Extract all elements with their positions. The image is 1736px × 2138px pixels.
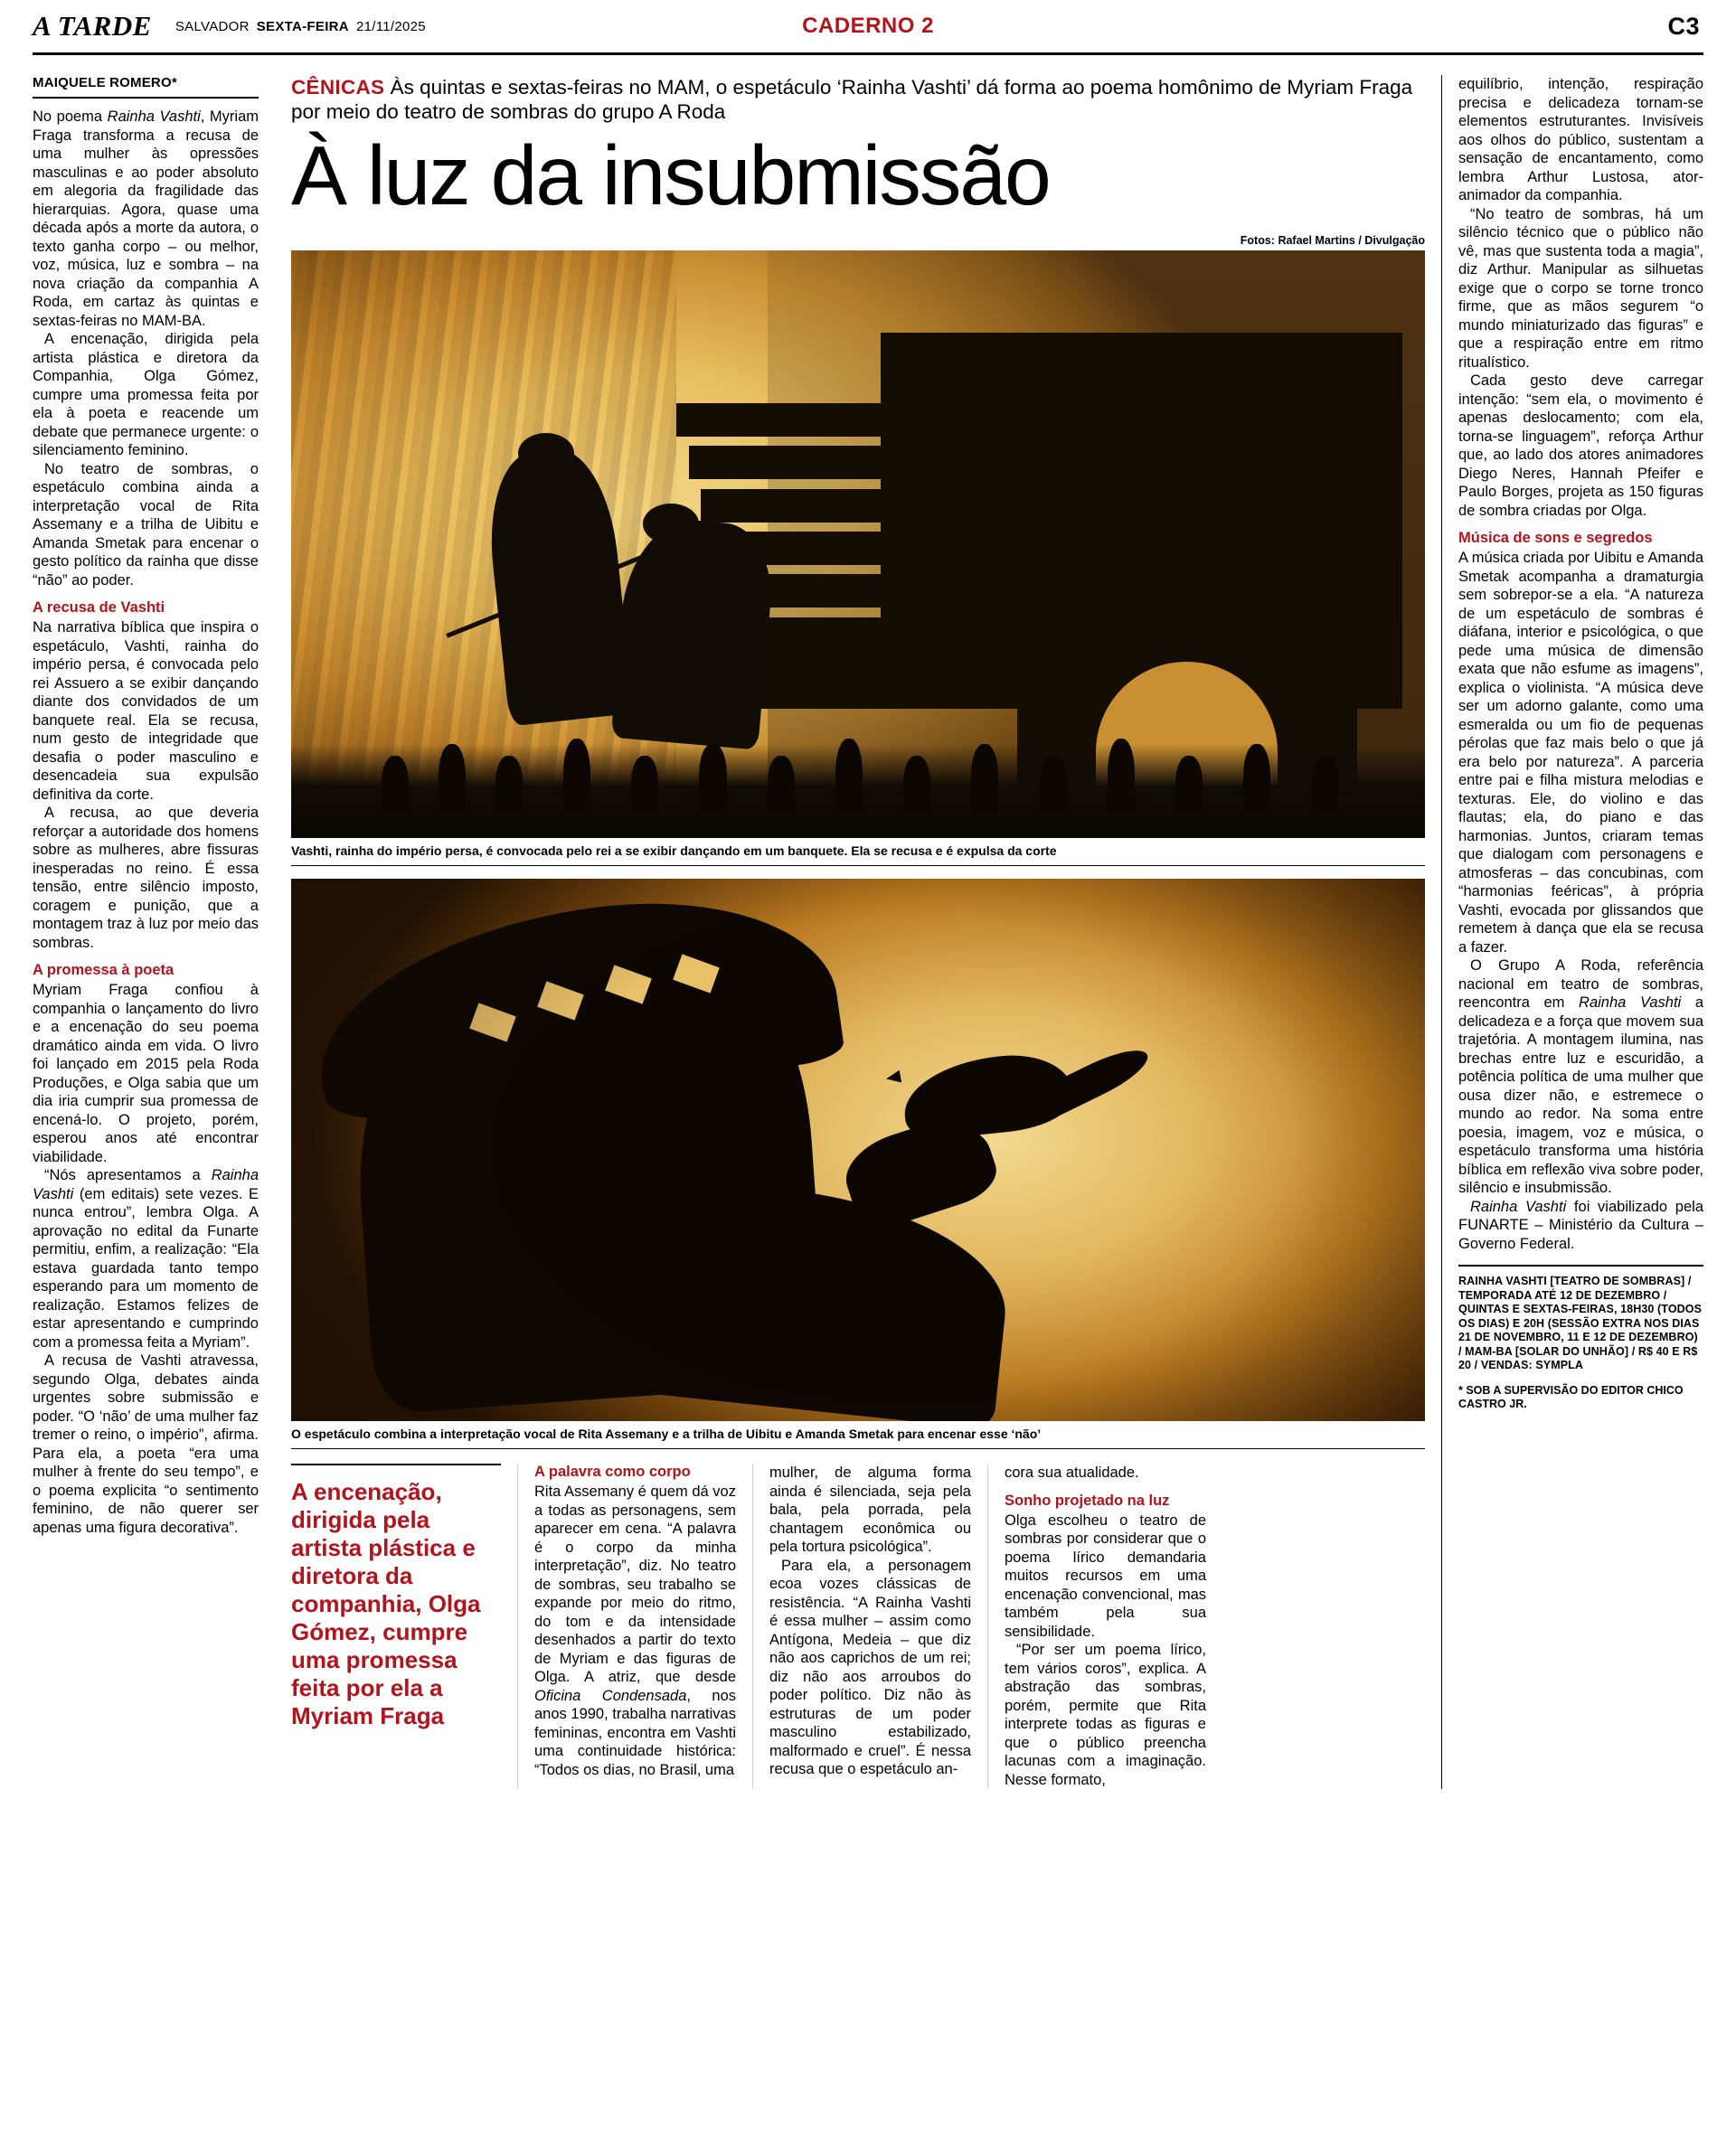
section-heading: A recusa de Vashti [33, 599, 165, 616]
section-heading: A palavra como corpo [534, 1464, 691, 1480]
paragraph: No poema Rainha Vashti, Myriam Fraga transforma a recusa de uma mulher às opressões masculinas e ao poder absoluto em alegoria da fragilidade das hierarquias. Agora, quase uma década após a morte da autora, o texto ganha corpo – ou melhor, voz, música, luz e sombra – na nova criação da companhia A Roda, em cartaz às quintas e sextas-feiras no MAM-BA. [33, 108, 259, 329]
bottom-column-3 [987, 1464, 1222, 1789]
paragraph: A recusa de Vashti atravessa, segundo Olga, debates ainda urgentes sobre submissão e poder. “O ‘não’ de uma mulher faz tremer o reino, o império”, afirma. Para ela, a poeta “era uma mulher à frente do seu tempo”, e o poema explicita “o sentimento feminino, de não querer ser apenas uma figura decorativa”. [33, 1352, 259, 1536]
section-heading: Sonho projetado na luz [1005, 1492, 1170, 1509]
right-column [1441, 75, 1703, 1789]
paragraph: Cada gesto deve carregar intenção: “sem ela, o movimento é apenas deslocamento; com ela, torna-se linguagem”, reforça Arthur que, ao lado dos atores animadores Diego Neres, Hannah Pfeifer e Paulo Borges, projeta as 150 figuras de sombra criadas por Olga. [1458, 372, 1703, 519]
paragraph: Rainha Vashti foi viabilizado pela FUNARTE – Ministério da Cultura – Governo Federal. [1458, 1198, 1703, 1252]
paragraph: No teatro de sombras, o espetáculo combina ainda a interpretação vocal de Rita Assemany e a trilha de Uibitu e Amanda Smetak para encenar o gesto político da rainha que disse “não” ao poder. [33, 460, 259, 589]
paragraph: Rita Assemany é quem dá voz a todas as personagens, sem aparecer em cena. “A palavra é o corpo da minha interpretação”, diz. No teatro de sombras, seu trabalho se expande por meio do ritmo, do tom e da intensidade desenhados a partir do texto de Myriam e das figuras de Olga. A atriz, que desde Oficina Condensada, nos anos 1990, trabalha narrativas femininas, encontra em Vashti uma continuidade histórica: “Todos os dias, no Brasil, uma [534, 1483, 736, 1778]
photo-caption-2: O espetáculo combina a interpretação vocal de Rita Assemany e a trilha de Uibitu e Amanda Smetak para encenar esse ‘não’ [291, 1421, 1425, 1449]
section-heading: Música de sons e segredos [1458, 530, 1653, 546]
paragraph: Na narrativa bíblica que inspira o espetáculo, Vashti, rainha do império persa, é convocada pelo rei Assuero a se exibir dançando diante dos convidados de um banquete real. Ela se recusa, num gesto de integridade que desafia o poder masculino e desencadeia sua expulsão definitiva da corte. [33, 619, 259, 803]
pullquote-column [291, 1464, 517, 1789]
bottom-column-2 [752, 1464, 987, 1789]
article-kicker: CÊNICAS [291, 76, 385, 99]
newspaper-logo: A TARDE [33, 10, 152, 42]
masthead-date: 21/11/2025 [355, 18, 426, 34]
section-heading: A promessa à poeta [33, 962, 175, 978]
editor-footnote: * SOB A SUPERVISÃO DO EDITOR CHICO CASTRO JR. [1458, 1383, 1684, 1410]
article-photo-2 [291, 879, 1425, 1421]
masthead [33, 0, 1703, 55]
paragraph: Myriam Fraga confiou à companhia o lançamento do livro e a encenação do seu poema dramático ainda em vida. O livro foi lançado em 2015 pela Roda Produções, e Olga sabia que um dia iria cumprir sua promessa de encená-lo. O projeto, porém, esperou anos até encontrar viabilidade. [33, 982, 259, 1165]
paragraph: “Por ser um poema lírico, tem vários coros”, explica. A abstração das sombras, porém, permite que Rita interprete todas as figuras e que o público preencha lacunas com a imaginação. Nesse formato, [1005, 1642, 1206, 1788]
bottom-column-1 [517, 1464, 752, 1789]
paragraph: A recusa, ao que deveria reforçar a autoridade dos homens sobre as mulheres, abre fissuras inesperadas no reino. É essa tensão, entre silêncio imposto, coragem e punição, que a montagem traz à luz por meio das sombras. [33, 805, 259, 951]
paragraph: “No teatro de sombras, há um silêncio técnico que o público não vê, mas que sustenta toda a magia”, diz Arthur. Manipular as silhuetas exige que o corpo se torne tronco firme, que as mãos segurem “o mundo miniaturizado das figuras” e que a respiração entre em ritmo ritualístico. [1458, 205, 1703, 371]
article-hat-text: Às quintas e sextas-feiras no MAM, o espetáculo ‘Rainha Vashti’ dá forma ao poema homônimo de Myriam Fraga por meio do teatro de sombras do grupo A Roda [291, 76, 1413, 123]
masthead-page-number: C3 [1667, 12, 1700, 40]
article-hat [291, 75, 1425, 126]
paragraph: A música criada por Uibitu e Amanda Smetak acompanha a dramaturgia sem sobrepor-se a ela. “A natureza de um espetáculo de sombras é diáfana, interior e psicológica, o que pede uma música de dimensão exata que não esfume as imagens”, explica o violinista. “A música deve ser um adorno galante, como uma esmeralda ou um fio de pequenas pérolas que faz mais belo o que já era belo por natureza”. A parceria entre pai e filha mistura melodias e texturas. Ele, do violino e das flautas; ela, do piano e das harmonias. Juntos, criaram temas que dialogam com personagens e atmosferas – das concubinas, com “harmonias feéricas”, à própria Vashti, evocada por glissandos que remetem à dança que ela se recusa a fazer. [1458, 550, 1703, 956]
page-title: À luz da insubmissão [291, 128, 1050, 222]
paragraph: mulher, de alguma forma ainda é silenciada, seja pela bala, pela porrada, pela chantagem econômica ou pela tortura psicológica”. [769, 1465, 971, 1555]
bottom-block [291, 1449, 1425, 1789]
masthead-weekday: SEXTA-FEIRA [256, 18, 349, 34]
paragraph: O Grupo A Roda, referência nacional em teatro de sombras, reencontra em Rainha Vashti a delicadeza e a força que movem sua trajetória. A montagem ilumina, nas brechas entre luz e escuridão, a potência política de uma mulher que ousa dizer não, e estremece o mundo ao redor. Na soma entre poesia, imagem, voz e música, o espetáculo transforma uma história bíblica em reflexão viva sobre poder, silêncio e insubmissão. [1458, 957, 1703, 1196]
photo-caption-1: Vashti, rainha do império persa, é convocada pelo rei a se exibir dançando em um banquete. Ela se recusa e é expulsa da corte [291, 838, 1425, 866]
service-info: RAINHA VASHTI [TEATRO DE SOMBRAS] / TEMPORADA ATÉ 12 DE DEZEMBRO / QUINTAS E SEXTAS-FEIRAS, 18H30 (TODOS OS DIAS) E 20H (SESSÃO EXTRA NOS DIAS 21 DE NOVEMBRO, 11 E 12 DE DEZEMBRO) / MAM-BA [SOLAR DO UNHÃO] / R$ 40 E R$ 20 / VENDAS: SYMPLA [1458, 1265, 1703, 1373]
paragraph: A encenação, dirigida pela artista plástica e diretora da Companhia, Olga Gómez, cumpre uma promessa feita por ela à poeta e reacende um debate que permanece urgente: o silenciamento feminino. [33, 331, 259, 458]
masthead-city: SALVADOR [175, 18, 250, 34]
paragraph: equilíbrio, intenção, respiração precisa e delicadeza tornam-se elementos estruturantes. Invisíveis aos olhos do público, sustentam a sensação de encantamento, como lembra Arthur Lustosa, ator-animador da companhia. [1458, 76, 1703, 203]
paragraph: “Nós apresentamos a Rainha Vashti (em editais) sete vezes. E nunca entrou”, lembra Olga. A aprovação no edital da Funarte permitiu, enfim, a realização: “Ela estava guardada tanto tempo esperando para um momento de realização. Estamos felizes de estar apresentando e cumprindo com a promessa feita a Myriam”. [33, 1167, 259, 1351]
center-column [275, 75, 1441, 1789]
article-byline: MAIQUELE ROMERO* [33, 75, 259, 99]
photo-credit: Fotos: Rafael Martins / Divulgação [1240, 234, 1425, 247]
masthead-section: CADERNO 2 [802, 14, 934, 38]
paragraph: Olga escolheu o teatro de sombras por considerar que o poema lírico demandaria muitos recursos em uma encenação convencional, mas também pela sua sensibilidade. [1005, 1512, 1206, 1640]
paragraph: Para ela, a personagem ecoa vozes clássicas de resistência. “A Rainha Vashti é essa mulher – assim como Antígona, Medeia – que diz não aos caprichos de um rei; diz não aos arroubos do poder político. Diz não às estruturas de um poder masculino estabilizado, malformado e cruel”. É nessa recusa que o espetáculo an- [769, 1557, 971, 1777]
article-photo-1 [291, 250, 1425, 838]
pullquote: A encenação, dirigida pela artista plástica e diretora da companhia, Olga Gómez, cumpre uma promessa feita por ela a Myriam Fraga [291, 1478, 481, 1729]
page-content [33, 55, 1703, 1789]
paragraph: cora sua atualidade. [1005, 1465, 1139, 1481]
left-column [33, 75, 275, 1789]
